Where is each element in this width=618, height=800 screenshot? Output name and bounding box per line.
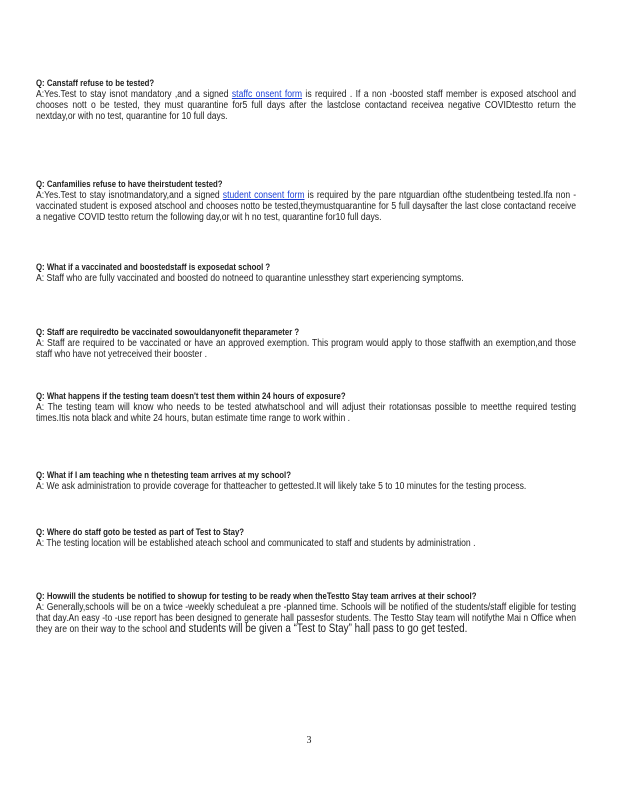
answer	[36, 89, 576, 123]
answer-text: A:Yes.Test to stay isnot mandatory ,and a signed	[36, 89, 232, 100]
qa-item-testing-location	[36, 527, 576, 549]
qa-item-24-hours	[36, 391, 576, 424]
staff-consent-form-link[interactable]: staffc onsent form	[231, 89, 303, 100]
qa-item-staff-refuse	[36, 78, 576, 123]
question: Q: What if I am teaching whe n thetesting team arrives at my school?	[36, 470, 291, 481]
qa-item-vaccinated-staff	[36, 262, 576, 284]
answer-text-emphasis: and students will be given a “Test to Stay” hall pass to go get tested.	[169, 623, 468, 636]
answer	[36, 602, 576, 636]
qa-item-families-refuse	[36, 179, 576, 224]
qa-item-teaching	[36, 470, 576, 492]
question: Q: Canfamilies refuse to have theirstudent tested?	[36, 179, 223, 190]
question: Q: Staff are requiredto be vaccinated sowouldanyonefit theparameter ?	[36, 327, 300, 338]
student-consent-form-link[interactable]: student consent form	[222, 190, 305, 201]
question: Q: Where do staff goto be tested as part of Test to Stay?	[36, 527, 245, 538]
answer	[36, 190, 576, 224]
answer-text: is required by the pare ntguardian ofthe studentbeing tested.Ifa non -vaccinated student is exposed atschool and chooses notto be tested,theymustquarantine for 5 full daysafter the last close contactand receive a negative COVID testto return the following day,or wit h no test, quarantine for10 full days.	[36, 190, 577, 224]
question: Q: Howwill the students be notified to showup for testing to be ready when theTestto Stay team arrives at their school?	[36, 591, 477, 602]
question: Q: Canstaff refuse to be tested?	[36, 78, 155, 89]
answer-text: A:Yes.Test to stay isnotmandatory,and a signed	[36, 190, 223, 201]
answer-text: is required . If a non -boosted staff member is exposed atschool and chooses nott o be tested, they must quarantine for5 full days after the lastclose contactand receivea negative COVIDtestto return the nextday,or with no test, quarantine for 10 full days.	[36, 89, 577, 123]
answer: A: The testing location will be established ateach school and communicated to staff and students by administration .	[36, 538, 476, 549]
answer: A: The testing team will know who needs to be tested atwhatschool and will adjust their rotationsas possible to meetthe required testing times.Itis nota black and white 24 hours, butan estimate time range to work within .	[36, 402, 577, 425]
answer: A: We ask administration to provide coverage for thatteacher to gettested.It will likely take 5 to 10 minutes for the testing process.	[36, 481, 527, 492]
qa-item-staff-vaccinated	[36, 327, 576, 360]
answer-text: A: Generally,schools will be on a twice -weekly scheduleat a pre -planned time. Schools will be notified of the students/staff eligible for testing that day.An easy -to -use report has been designed to generate hall passesfor students. The Testto Stay team will notifythe Mai n Office when they are on their way to the school	[36, 602, 577, 636]
question: Q: What happens if the testing team doesn't test them within 24 hours of exposure?	[36, 391, 346, 402]
question: Q: What if a vaccinated and boostedstaff is exposedat school ?	[36, 262, 271, 273]
qa-item-student-notification	[36, 591, 576, 636]
answer: A: Staff who are fully vaccinated and boosted do notneed to quarantine unlessthey start experiencing symptoms.	[36, 273, 464, 284]
page-number: 3	[306, 735, 312, 746]
answer: A: Staff are required to be vaccinated or have an approved exemption. This program would apply to those staffwith an exemption,and those staff who have not yetreceived their booster .	[36, 338, 577, 361]
